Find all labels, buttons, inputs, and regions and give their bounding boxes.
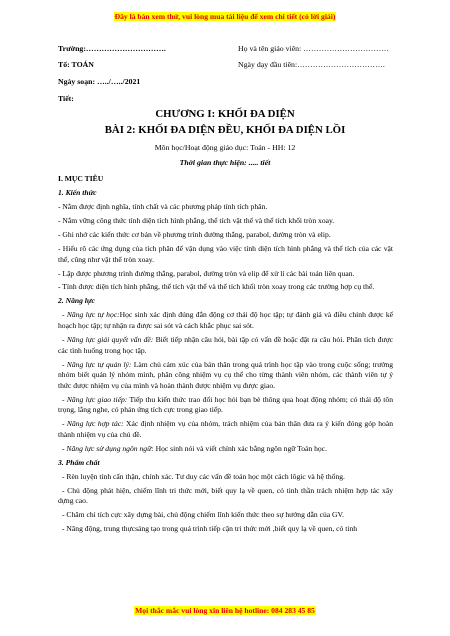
paragraph: - Tính được diện tích hình phẳng, thể tích vật thể và thể tích khối tròn xoay trong các trường hợp cụ thể. xyxy=(58,282,375,292)
paragraph: - Ghi nhớ các kiến thức cơ bản về phương trình đường thẳng, parabol, đường tròn và elip. xyxy=(58,229,331,239)
paragraph: - Lập được phương trình đường thẳng, parabol, đường tròn và elip để xử lí các bài toán liên quan. xyxy=(58,268,355,278)
capability-label: - Năng lực hợp tác: xyxy=(62,419,124,429)
prep-date-field: Ngày soạn: …../…../2021 xyxy=(58,77,141,86)
paragraph: - Năng động, trung thựcsáng tạo trong quá trình tiếp cận tri thức mới ,biết quy lạ về quen, có tinh xyxy=(62,524,358,534)
subsection-heading: 1. Kiến thức xyxy=(58,187,97,197)
school-field: Trường:…………………………. xyxy=(58,44,166,53)
subject-line: Môn học/Hoạt động giáo dục: Toán - HH: 12 xyxy=(154,143,296,152)
paragraph: - Hiểu rõ các ứng dụng của tích phân để vận dụng vào việc tính diện tích hình phẳng và thể tích của các vật thể, cũng như vật thể tròn xoay. xyxy=(58,243,393,264)
document-body xyxy=(58,174,393,538)
section-heading: I. MỤC TIÊU xyxy=(58,174,104,183)
teacher-field: Họ và tên giáo viên: …………………………… xyxy=(238,44,389,53)
period-field: Tiết: xyxy=(58,94,74,103)
paragraph xyxy=(58,395,393,416)
capability-label: - Năng lực giao tiếp: xyxy=(62,394,128,404)
teach-date-field: Ngày dạy đầu tiên:……………………………. xyxy=(238,60,385,69)
time-line: Thời gian thực hiện: ..... tiết xyxy=(179,158,271,167)
paragraph: - Nắm được định nghĩa, tính chất và các phương pháp tính tích phân. xyxy=(58,201,268,211)
paragraph xyxy=(58,310,393,331)
capability-text: Học sinh xác định đúng đắn động cơ thái độ học tập; tự đánh giá và điều chỉnh được kế hoạch học tập; tự nhận ra được sai sót và cách khắc phục sai sót. xyxy=(58,310,393,331)
paragraph: - Chăm chỉ tích cực xây dựng bài, chủ động chiếm lĩnh kiến thức theo sự hướng dẫn của GV. xyxy=(62,510,344,520)
paragraph xyxy=(58,335,393,356)
lesson-title: BÀI 2: KHỐI ĐA DIỆN ĐỀU, KHỐI ĐA DIỆN LỒI xyxy=(104,124,346,136)
capability-text: Xác định nhiệm vụ của nhóm, trách nhiệm của bản thân đưa ra ý kiến đóng góp hoàn thành nhiệm vụ của chủ đề. xyxy=(58,419,393,439)
paragraph: - Chủ động phát hiện, chiếm lĩnh tri thức mới, biết quy lạ về quen, có tinh thần trách nhiệm hợp tác xây dựng cao. xyxy=(58,485,393,506)
paragraph: - Rèn luyện tính cẩn thận, chính xác. Tư duy các vấn đề toán học một cách lôgic và hệ thống. xyxy=(62,471,345,481)
capability-text: Học sinh nói và viết chính xác bằng ngôn ngữ Toán học. xyxy=(153,443,327,453)
capability-text: Làm chủ cảm xúc của bản thân trong quá trình học tập vào trong cuộc sống; trưởng nhóm biết quản lý nhóm mình, phân công nhiệm vụ cụ thể cho từng thành viên nhóm, các thành viên tự ý thức được nhiệm vụ của mình và hoàn thành được nhiệm vụ được giao. xyxy=(58,359,393,390)
subsection-heading: 2. Năng lực xyxy=(58,296,95,306)
capability-text: Biết tiếp nhận câu hỏi, bài tập có vấn đề hoặc đặt ra câu hỏi. Phân tích được các tình huống trong học tập. xyxy=(58,335,393,355)
paragraph xyxy=(58,419,393,440)
paragraph xyxy=(58,360,393,392)
hotline-banner: Mọi thắc mắc vui lòng xin liên hệ hotline: 084 283 45 85 xyxy=(135,606,315,615)
subsection-heading: 3. Phẩm chất xyxy=(58,457,100,467)
capability-text: Tiếp thu kiến thức trao đổi học hỏi bạn bè thông qua hoạt động nhóm; có thái độ tôn trọng, lắng nghe, có phản ứng tích cực trong giao tiếp. xyxy=(58,394,393,415)
capability-label: - Năng lực tự học: xyxy=(62,310,120,320)
paragraph xyxy=(58,444,393,455)
preview-banner: Đây là bản xem thử, vui lòng mua tài liệu để xem chi tiết (có lời giải) xyxy=(114,12,336,21)
capability-label: - Năng lực giải quyết vấn đề: xyxy=(62,335,154,345)
group-field: Tổ: TOÁN xyxy=(58,60,94,69)
capability-label: - Năng lực tự quản lý: xyxy=(62,359,132,369)
capability-label: - Năng lực sử dụng ngôn ngữ: xyxy=(62,443,154,453)
chapter-title: CHƯƠNG I: KHỐI ĐA DIỆN xyxy=(155,108,295,120)
paragraph: - Nắm vững công thức tính diện tích hình phẳng, thể tích vật thể và thể tích khối tròn xoay. xyxy=(58,215,335,225)
